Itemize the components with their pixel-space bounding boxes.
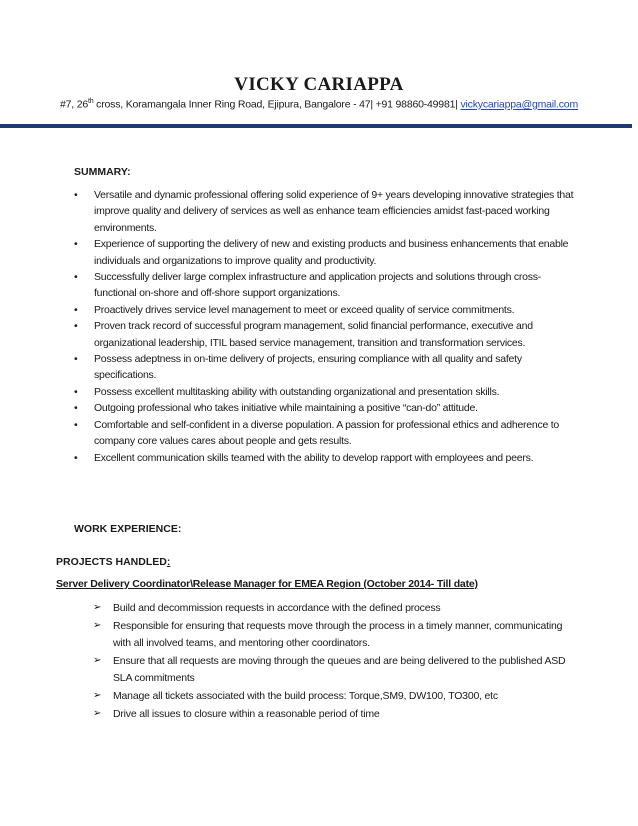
duty-item: ➢ Build and decommission requests in accordance with the defined process — [93, 600, 573, 616]
summary-item: • Successfully deliver large complex infrastructure and application projects and solutions through cross-functional on-shore and off-shore support organizations. — [74, 269, 574, 302]
summary-item: • Possess adeptness in on-time delivery of projects, ensuring compliance with all quality and safety specifications. — [74, 351, 574, 384]
summary-list — [74, 187, 574, 466]
job-role-title: Server Delivery Coordinator\Release Manager for EMEA Region (October 2014- Till date) — [56, 578, 478, 590]
summary-item: • Proactively drives service level management to meet or exceed quality of service commitments. — [74, 302, 574, 318]
email-link[interactable]: vickycariappa@gmail.com — [460, 98, 578, 111]
duties-list — [93, 600, 573, 725]
address-prefix: #7, 26 — [60, 98, 88, 111]
projects-handled-heading — [56, 556, 170, 568]
address-superscript: th — [88, 98, 94, 105]
summary-item: • Comfortable and self-confident in a diverse population. A passion for professional ethics and adherence to company core values cares about people and gets results. — [74, 417, 574, 450]
summary-item: • Proven track record of successful program management, solid financial performance, executive and organizational leadership, ITIL based service management, transition and transformation services. — [74, 318, 574, 351]
header-divider — [0, 124, 632, 128]
projects-label: PROJECTS HANDLED — [56, 556, 167, 568]
summary-item: • Outgoing professional who takes initiative while maintaining a positive “can-do” attitude. — [74, 400, 574, 416]
summary-heading: SUMMARY: — [74, 166, 131, 178]
summary-item: • Experience of supporting the delivery of new and existing products and business enhancements that enable individuals and organizations to improve quality and productivity. — [74, 236, 574, 269]
duty-item: ➢ Drive all issues to closure within a reasonable period of time — [93, 706, 573, 722]
contact-line — [0, 98, 638, 111]
address-and-phone: cross, Koramangala Inner Ring Road, Ejipura, Bangalore - 47| +91 98860-49981| — [93, 98, 461, 111]
summary-item: • Excellent communication skills teamed with the ability to develop rapport with employees and peers. — [74, 450, 574, 466]
candidate-name: VICKY CARIAPPA — [234, 74, 404, 95]
projects-colon: : — [166, 556, 171, 568]
duty-item: ➢ Manage all tickets associated with the build process: Torque,SM9, DW100, TO300, etc — [93, 688, 573, 704]
duty-item: ➢ Responsible for ensuring that requests move through the process in a timely manner, communicating with all involved teams, and mentoring other coordinators. — [93, 618, 573, 651]
work-experience-heading: WORK EXPERIENCE: — [74, 523, 182, 535]
summary-item: • Possess excellent multitasking ability with outstanding organizational and presentation skills. — [74, 384, 574, 400]
summary-item: • Versatile and dynamic professional offering solid experience of 9+ years developing innovative strategies that improve quality and delivery of services as well as enhance team efficiencies amidst fast-paced working environments. — [74, 187, 574, 236]
duty-item: ➢ Ensure that all requests are moving through the queues and are being delivered to the published ASD SLA commitments — [93, 653, 573, 686]
